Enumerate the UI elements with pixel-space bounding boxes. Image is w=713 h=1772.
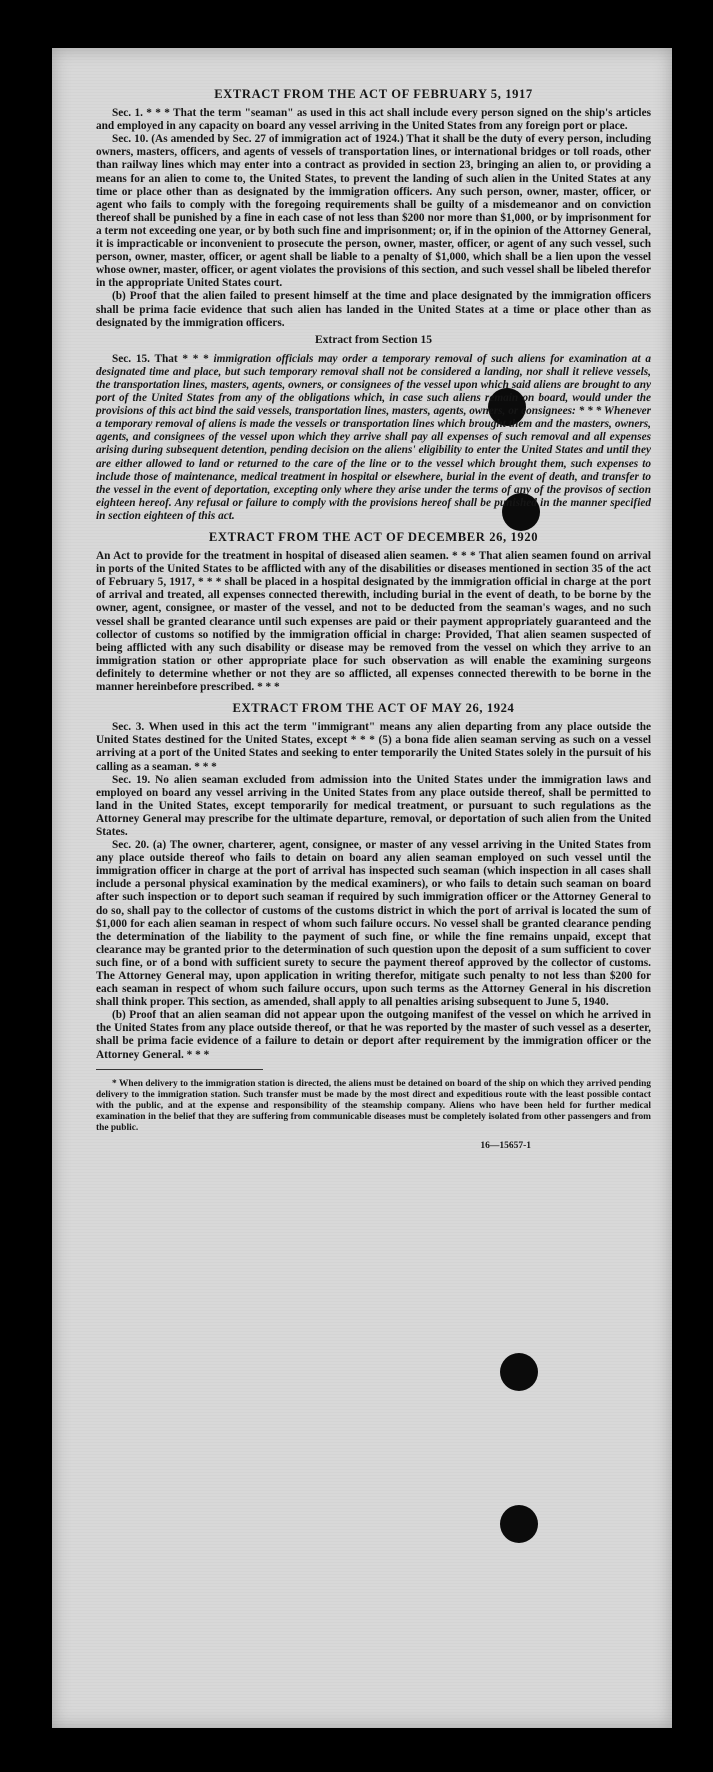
sec-1-paragraph: Sec. 1. * * * That the term "seaman" as used in this act shall include every person signed on the ship's articles and employed in any capacity on board any vessel arriving in the United States from any foreign port or place. [96,107,651,133]
sec-20a-paragraph: Sec. 20. (a) The owner, charterer, agent, consignee, or master of any vessel arriving in the United States from any place outside thereof who fails to detain on board any alien seaman employed on such vessel until the immigration officer in charge at the port of arrival has inspected such seaman (which inspection in all cases shall include a personal physical examination by the medical examiners), or who fails to detain such seaman on board after such inspection or to deport such seaman if required by such immigration officer or the Attorney General to do so, shall pay to the collector of customs of the customs district in which the port of arrival is located the sum of $1,000 for each alien seaman in respect of whom such failure occurs. No vessel shall be granted clearance pending the determination of the liability to the payment of such fine, or while the fine remains unpaid, except that clearance may be granted prior to the determination of such question upon the deposit of a sum sufficient to cover such fine, or of a bond with sufficient surety to secure the payment thereof approved by the collector of customs. The Attorney General may, upon application in writing therefor, mitigate such penalty to not less than $200 for each seaman in respect of whom such failure occurs, upon such terms as the Attorney General in his discretion shall think proper. This section, as amended, shall apply to all penalties arising subsequent to June 5, 1940. [96,839,651,1009]
act-1920-paragraph: An Act to provide for the treatment in hospital of diseased alien seamen. * * * That alien seamen found on arrival in ports of the United States to be afflicted with any of the disabilities or diseases mentioned in section 35 of the act of February 5, 1917, * * * shall be placed in a hospital designated by the immigration official in charge at the port of arrival and treated, all expenses connected therewith, including burial in the event of death, to be borne by the owner, agent, consignee, or master of the vessel, and not to be deducted from the seaman's wages, and no such vessel shall be granted clearance until such expenses are paid or their payment appropriately guaranteed and the collector of customs so notified by the immigration official in charge: Provided, That alien seamen suspected of being afflicted with any such disability or disease may be removed from the vessel on which they arrive to an immigration station or other appropriate place for such observation as will enable the examining surgeons definitely to determine whether or not they are so afflicted, all expenses connected therewith to be borne in the manner hereinbefore prescribed. * * * [96,550,651,694]
heading-section-15: Extract from Section 15 [315,333,432,346]
heading-act-1920: EXTRACT FROM THE ACT OF DECEMBER 26, 1920 [208,530,539,544]
punch-hole [500,1505,538,1543]
sec-15-body: immigration officials may order a temporary removal of such aliens for examination at a designated time and place, but such temporary removal shall not be considered a landing, nor shall it relieve vessels, the transportation lines, masters, agents, owners, or consignees of the vessel upon which said aliens are brought to any port of the United States from any of the obligations which, in case such aliens remain on board, would under the provisions of this act bind the said vessels, transportation lines, masters, agents, owners, or consignees: * * * Whenever a temporary removal of aliens is made the vessels or transportation lines which brought them and the masters, owners, agents, and consignees of the vessel upon which they arrive shall pay all expenses of such removal and all expenses arising during subsequent detention, pending decision on the aliens' eligibility to enter the United States and until they are either allowed to land or returned to the care of the line or to the vessel which brought them, such expenses to include those of maintenance, medical treatment in hospital or elsewhere, burial in the event of death, and transfer to the vessel in the event of deportation, excepting only where they arise under the terms of any of the provisos of section eighteen hereof. Any refusal or failure to comply with the provisions hereof shall be punished in the manner specified in section eighteen of this act. [96,352,652,522]
sec-15-lead: Sec. 15. That * * * [112,352,209,365]
sec-20b-paragraph: (b) Proof that an alien seaman did not appear upon the outgoing manifest of the vessel on which he arrived in the United States from any place outside thereof, or that he was reported by the master of such vessel as a deserter, shall be prima facie evidence of a failure to detain or deport after requirement by the immigration officer or the Attorney General. * * * [96,1009,651,1061]
sec-19-paragraph: Sec. 19. No alien seaman excluded from admission into the United States under the immigration laws and employed on board any vessel arriving in the United States from any place outside thereof, shall be permitted to land in the United States, except temporarily for medical treatment, or pursuant to such regulations as the Attorney General may prescribe for the ultimate departure, removal, or deportation of such alien from the United States. [96,773,651,838]
file-number: 16—15657-1 [480,1140,531,1151]
punch-hole [500,1353,538,1391]
heading-act-1917: EXTRACT FROM THE ACT OF FEBRUARY 5, 1917 [214,87,533,101]
footnote-divider [96,1069,263,1070]
document-text [96,88,651,1153]
sec-10-paragraph: Sec. 10. (As amended by Sec. 27 of immigration act of 1924.) That it shall be the duty of every person, including owners, masters, officers, and agents of vessels of transportation lines, or international bridges or toll roads, other than railway lines which may enter into a contract as provided in section 23, bringing an alien to, or providing a means for an alien to come to, the United States, to prevent the landing of such alien in the United States at any time or place other than as designated by the immigration officers. Any such person, owner, master, officer, or agent who fails to comply with the foregoing requirements shall be guilty of a misdemeanor and on conviction thereof shall be punished by a fine in each case of not less than $200 nor more than $1,000, or by imprisonment for a term not exceeding one year, or by both such fine and imprisonment; or, if in the opinion of the Attorney General, it is impracticable or inconvenient to prosecute the person, owner, master, officer, or agent of any such vessel, such person, owner, master, officer, or agent shall be liable to a penalty of $1,000, which shall be a lien upon the vessel whose owner, master, officer, or agent violates the provisions of this section, and such vessel shall be libeled therefor in the appropriate United States court. [96,133,651,290]
sec-10b-paragraph: (b) Proof that the alien failed to present himself at the time and place designated by the immigration officers shall be prima facie evidence that such alien has landed in the United States at a time or place other than as designated by the immigration officers. [96,290,651,329]
heading-act-1924: EXTRACT FROM THE ACT OF MAY 26, 1924 [232,701,515,716]
document-page [52,48,672,1728]
sec-15-paragraph [96,353,651,523]
sec-3-paragraph: Sec. 3. When used in this act the term "immigrant" means any alien departing from any place outside the United States destined for the United States, except * * * (5) a bona fide alien seaman serving as such on a vessel arriving at a port of the United States and seeking to enter temporarily the United States solely in the pursuit of his calling as a seaman. * * * [96,721,651,773]
footnote: * When delivery to the immigration station is directed, the aliens must be detained on board of the ship on which they arrived pending delivery to the immigration station. Such transfer must be made by the most direct and expeditious route with the least possible contact with the public, and at the expense and responsibility of the steamship company. Aliens who have been held for further medical examination in the belief that they are suffering from communicable diseases must be completely isolated from other passengers and from the public. [96,1078,651,1133]
